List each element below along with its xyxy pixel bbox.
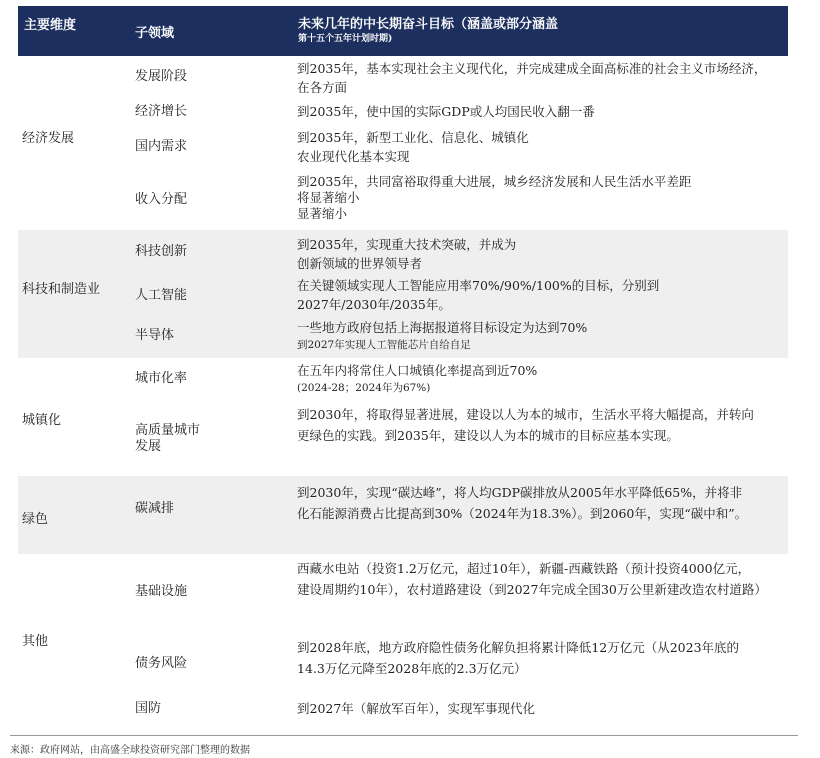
footer-divider <box>10 735 798 736</box>
goal-ai: 在关键领域实现人工智能应用率70%/90%/100%的目标，分别到 2027年/2030年/2035年。 <box>297 278 660 312</box>
sub-debt-risk: 债务风险 <box>135 656 188 671</box>
goal-semiconductor: 一些地方政府包括上海据报道将目标设定为达到70% 到2027年实现人工智能芯片自给自足 <box>297 320 588 351</box>
dimension-economy: 经济发展 <box>22 131 75 146</box>
goal-infrastructure: 西藏水电站（投资1.2万亿元，超过10年），新疆-西藏铁路（预计投资4000亿元， 建设周期约10年），农村道路建设（到2027年完成全国30万公里新建改造农村道路） <box>297 561 767 597</box>
sub-ai: 人工智能 <box>135 288 188 303</box>
dimension-urbanization: 城镇化 <box>22 413 62 428</box>
sub-infrastructure: 基础设施 <box>135 584 188 599</box>
sub-carbon-reduction: 碳减排 <box>135 501 175 516</box>
sub-development-stage: 发展阶段 <box>135 69 188 84</box>
goal-debt-risk: 到2028年底，地方政府隐性债务化解负担将累计降低12万亿元（从2023年底的 14.3万亿元降至2028年底的2.3万亿元） <box>297 640 740 676</box>
sub-high-quality-urban: 高质量城市 发展 <box>135 423 201 454</box>
goal-economic-growth: 到2035年，使中国的实际GDP或人均国民收入翻一番 <box>297 104 595 119</box>
header-subdomain: 子领域 <box>135 26 175 41</box>
sub-semiconductor: 半导体 <box>135 328 175 343</box>
dimension-tech: 科技和制造业 <box>22 282 101 297</box>
goal-high-quality-urban: 到2030年，将取得显著进展，建设以人为本的城市，生活水平将大幅提高，并转向 更绿色的实践。到2035年，建设以人为本的城市的目标应基本实现。 <box>297 407 754 443</box>
sub-urbanization-rate: 城市化率 <box>135 371 188 386</box>
goal-income-distribution: 到2035年，共同富裕取得重大进展，城乡经济发展和人民生活水平差距 将显著缩小 显著缩小 <box>297 174 692 221</box>
sub-defense: 国防 <box>135 701 162 716</box>
sub-economic-growth: 经济增长 <box>135 104 188 119</box>
table-header <box>18 6 788 56</box>
goal-domestic-demand: 到2035年，新型工业化、信息化、城镇化 农业现代化基本实现 <box>297 130 529 164</box>
dimension-green: 绿色 <box>22 512 49 527</box>
header-dimension: 主要维度 <box>24 18 77 33</box>
goal-development-stage: 到2035年，基本实现社会主义现代化，并完成建成全面高标准的社会主义市场经济， 在各方面 <box>297 61 767 95</box>
sub-income-distribution: 收入分配 <box>135 192 188 207</box>
goal-tech-innovation: 到2035年，实现重大技术突破，并成为 创新领域的世界领导者 <box>297 237 517 271</box>
goal-defense: 到2027年（解放军百年），实现军事现代化 <box>297 701 536 716</box>
header-goal-subtitle: 第十五个五年计划时期) <box>298 34 393 44</box>
sub-domestic-demand: 国内需求 <box>135 139 188 154</box>
sub-tech-innovation: 科技创新 <box>135 244 188 259</box>
goal-carbon-reduction: 到2030年，实现“碳达峰”，将人均GDP碳排放从2005年水平降低65%，并将非 化石能源消费占比提高到30%（2024年为18.3%）。到2060年，实现“碳中和”。 <box>297 485 748 521</box>
source-note: 来源：政府网站，由高盛全球投资研究部门整理的数据 <box>10 745 250 756</box>
dimension-other: 其他 <box>22 634 49 649</box>
goal-urbanization-rate: 在五年内将常住人口城镇化率提高到近70% (2024-28；2024年为67%) <box>297 363 538 394</box>
header-goal-title: 未来几年的中长期奋斗目标（涵盖或部分涵盖 <box>298 17 559 32</box>
